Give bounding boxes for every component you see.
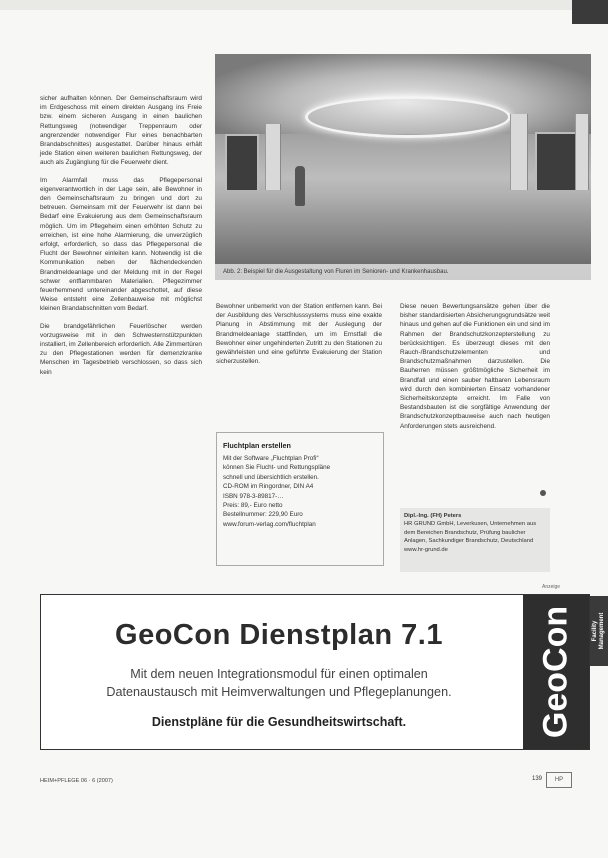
geocon-logo [523,595,589,749]
ad-subtitle [41,665,517,701]
info-box-line: CD-ROM im Ringordner, DIN A4 [223,483,314,491]
info-box-link[interactable]: www.forum-verlag.com/fluchtplan [223,520,316,528]
ceiling-light-ring [305,96,511,138]
publication-logo: HP [546,772,572,788]
column-2 [216,302,382,374]
ad-title: GeoCon Dienstplan 7.1 [115,619,443,651]
ad-tagline: Dienstpläne für die Gesundheitswirtschaft. [151,715,407,729]
info-box-line: Bestellnummer: 229,90 Euro [223,511,303,519]
person-figure [295,166,305,206]
info-box-line: schnell und übersichtlich erstellen. [223,473,319,481]
ad-subtitle-line-1: Mit dem neuen Integrationsmodul für einen optimalen [130,667,428,681]
photo-caption: Abb. 2: Beispiel für die Ausgestaltung von Fluren im Senioren- und Krankenhausbau. [215,264,591,280]
column-1 [40,94,202,385]
author-box [400,508,550,572]
section-tab-label [592,613,606,650]
ad-subtitle-line-2: Datenaustausch mit Heimverwaltungen und Pflegeplanungen. [106,685,452,699]
info-box-line: können Sie Flucht- und Rettungspläne [223,464,331,472]
geocon-logo-text: GeoCon [536,605,575,739]
info-box-line: Preis: 89,- Euro netto [223,502,283,510]
column-1-paragraph-3: Die brandgefährlichen Feuerlöscher werden vorzugsweise mit in den Schwesternstützpunkten installiert, im Zellenbereich erforderlich. Alle Zimmertüren zu den Pflegestationen werden für demenzkranke Menschen im Tagesbetrieb verschlossen, so dass sich kein [40,322,202,376]
info-box-line: ISBN 978-3-89817-… [223,492,284,500]
top-bar [0,0,608,10]
column-3-paragraph-1: Diese neuen Bewertungsansätze gehen über die bisher standardisierten Absicherungsgrundsätze weit hinaus und gehen auf die Funktionen ein und sind im Rahmen der Brandschutzkonzepterstellung zu berücksichtigen. Es überzeugt dieses mit den Rauch-/Brandschutzelementen und Brandschutzmaßnahmen darzustellen. Die Bauherren müssen größtmögliche Sicherheit im Brandfall und einen sauber haltbaren Lebensraum wird durch den kombinierten Einsatz vorhandener Sicherheitskonzepte erreicht. Im Falle von Bestandsbauten ist die sorgfältige Anwendung der Brandschutzkonzeptbauweise auch nach heutigen Anforderungen stets ausreichend. [400,303,550,430]
info-box [216,432,384,566]
corridor-photo [215,54,591,280]
section-tab [590,596,608,666]
author-line: Dipl.-Ing. (FH) Peters [404,513,462,519]
section-tab-line-1: Facility [592,620,598,642]
column-3 [400,302,550,439]
info-box-title: Fluchtplan erstellen [223,441,291,450]
ad-label: Anzeige [542,584,561,590]
advertisement [40,594,590,750]
author-link[interactable]: www.hr-grund.de [404,546,448,553]
footer-issue: HEIM+PFLEGE 06 · 6 (2007) [40,778,113,784]
end-of-article-bullet-icon [540,490,546,496]
column-2-paragraph-1: Bewohner unbemerkt von der Station entfernen kann. Bei der Ausbildung des Verschlusssystems muss eine exakte Planung in Abstimmung mit der Auslegung der Brandmeldeanlage stattfinden, um im Ernstfall die Bewohner einer ungehinderten Zutritt zu den Stationen zu gewährleisten und eine geführte Evakuierung der Station sicherzustellen. [216,303,382,366]
section-tab-line-2: Management [599,612,605,650]
info-box-line: Mit der Software „Fluchtplan Profi“ [223,455,319,462]
column-1-paragraph-1: sicher aufhalten können. Der Gemeinschaftsraum wird im Erdgeschoss mit einem direkten Ausgang ins Freie bzw. einem sicheren Ausgang in einen baulichen Rettungsweg (notwendiger Treppenraum oder angrenzender notwendiger Flur eines benachbarten Brandabschnittes) ausgestattet. Darüber hinaus erhält jede Station einen weiteren baulichen Rettungsweg, der auch als Zugänglung für die Feuerwehr dient. [40,95,202,167]
author-line: HR GRUND GmbH, Leverkusen, Unternehmen aus [404,521,537,528]
page-number: 139 [532,776,543,782]
column-1-paragraph-2: Im Alarmfall muss das Pflegepersonal eigenverantwortlich in der Lage sein, alle Bewohner in den Gemeinschaftsraum zu bringen und dort zu betreuen. Gemeinsam mit der Feuerwehr ist dann bei Bedarf eine Evakuierung aus dem Gemeinschaftsraum möglich. Um im Pflegeheim einen erhöhten Schutz zu erreichen, ist eine hohe Alarmierung, die unverzüglich erfolgt, erforderlich, so dass das Pflegepersonal die Flucht der Bewohner einleiten kann. Notwendig ist die Kommunikation neben der flächendeckenden Brandmeldeanlage und der Meldung mit in der Regel schwer entflammbaren Materialien. Pflegezimmer feuerhemmend untereinander abgeschottet, auf diese Weise entsteht eine Zellenbauweise mit möglichst kleinen Brandabschnitten vom Bedarf. [40,176,202,313]
author-line: Anlagen, Sachkundiger Brandschutz, Deutschland [404,538,534,545]
author-line: dem Bereichen Brandschutz, Prüfung baulicher [404,529,526,536]
top-corner-marker [572,0,608,24]
